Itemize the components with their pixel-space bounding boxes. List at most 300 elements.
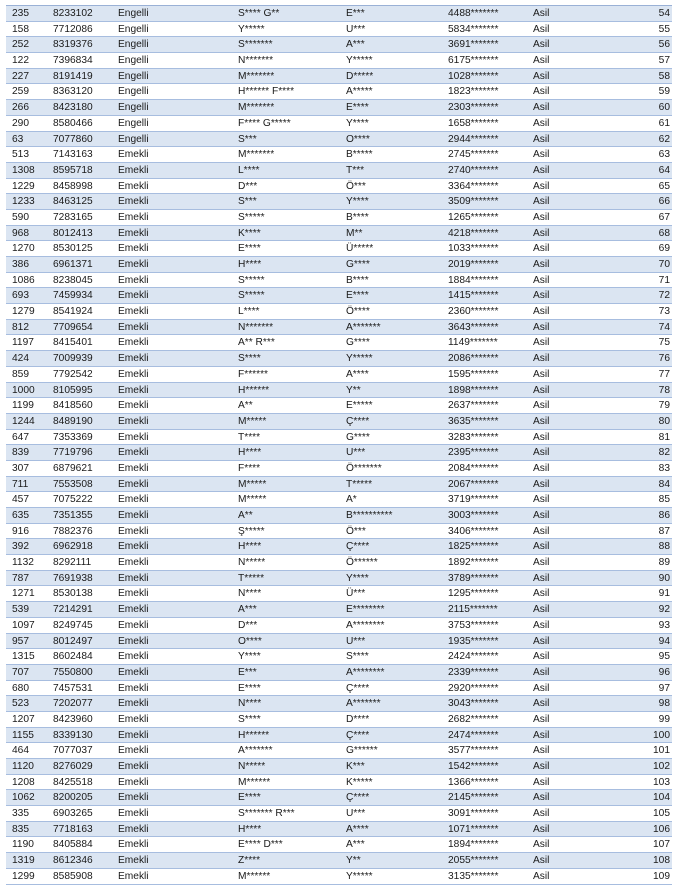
row-id-cell: 839: [12, 447, 29, 459]
row-id-cell: 63: [12, 133, 24, 145]
rank-cell: 70: [658, 259, 670, 270]
masked-id-number-cell: 1295*******: [448, 588, 499, 600]
category-cell: Emekli: [118, 180, 149, 192]
table-row: [6, 226, 672, 242]
row-id-cell: 1208: [12, 776, 35, 788]
masked-name-cell: S***: [238, 133, 257, 145]
rank-cell: 73: [658, 306, 670, 318]
masked-surname-cell: Ö******: [346, 557, 378, 569]
row-id-cell: 1271: [12, 588, 35, 600]
application-number-cell: 8363120: [53, 86, 93, 98]
row-id-cell: 1062: [12, 792, 35, 804]
masked-id-number-cell: 2745*******: [448, 149, 499, 161]
masked-name-cell: M******: [238, 776, 271, 788]
rank-cell: 60: [658, 102, 670, 114]
row-id-cell: 711: [12, 478, 29, 490]
application-number-cell: 8530138: [53, 588, 93, 600]
category-cell: Emekli: [118, 776, 149, 788]
status-cell: Asil: [533, 510, 550, 521]
masked-name-cell: L****: [238, 164, 260, 176]
row-id-cell: 290: [12, 117, 29, 129]
application-number-cell: 8415401: [53, 337, 93, 349]
application-number-cell: 8418560: [53, 400, 93, 412]
rank-cell: 55: [658, 23, 670, 35]
status-cell: Asil: [533, 651, 550, 663]
rank-cell: 99: [658, 713, 670, 725]
application-number-cell: 6961371: [53, 259, 93, 270]
table-row: [6, 524, 672, 540]
category-cell: Emekli: [118, 541, 149, 553]
application-number-cell: 8012413: [53, 227, 93, 239]
masked-surname-cell: G****: [346, 259, 370, 270]
application-number-cell: 8541924: [53, 306, 93, 318]
masked-name-cell: N****: [238, 698, 262, 710]
row-id-cell: 835: [12, 823, 29, 835]
masked-name-cell: F****: [238, 462, 261, 474]
status-cell: Asil: [533, 462, 550, 474]
status-cell: Asil: [533, 698, 550, 710]
masked-name-cell: E****: [238, 792, 261, 804]
masked-name-cell: O****: [238, 635, 262, 647]
application-number-cell: 8191419: [53, 70, 93, 82]
row-id-cell: 424: [12, 353, 29, 365]
row-id-cell: 1315: [12, 651, 35, 663]
rank-cell: 59: [658, 86, 670, 98]
masked-id-number-cell: 2145*******: [448, 792, 499, 804]
masked-surname-cell: K*****: [346, 776, 373, 788]
table-row: [6, 194, 672, 210]
application-number-cell: 8238045: [53, 274, 93, 286]
table-row: [6, 555, 672, 571]
category-cell: Emekli: [118, 713, 149, 725]
table-row: [6, 728, 672, 744]
table-row: [6, 430, 672, 446]
status-cell: Asil: [533, 808, 550, 820]
masked-surname-cell: U***: [346, 23, 366, 35]
status-cell: Asil: [533, 70, 550, 82]
status-cell: Asil: [533, 337, 550, 349]
row-id-cell: 392: [12, 541, 29, 553]
status-cell: Asil: [533, 368, 550, 380]
row-id-cell: 235: [12, 8, 29, 19]
masked-name-cell: E**** D***: [238, 839, 283, 851]
status-cell: Asil: [533, 525, 550, 537]
masked-id-number-cell: 2115*******: [448, 604, 498, 616]
row-id-cell: 457: [12, 494, 29, 506]
application-number-cell: 8530125: [53, 243, 93, 255]
category-cell: Emekli: [118, 698, 149, 710]
masked-id-number-cell: 2360*******: [448, 306, 499, 318]
rank-cell: 102: [653, 761, 670, 772]
application-number-cell: 7459934: [53, 290, 93, 302]
rank-cell: 65: [658, 180, 670, 192]
table-row: [6, 477, 672, 493]
masked-surname-cell: Ü***: [346, 588, 366, 600]
masked-id-number-cell: 2944*******: [448, 133, 499, 145]
rank-cell: 107: [653, 839, 670, 851]
masked-name-cell: T*****: [238, 572, 265, 584]
status-cell: Asil: [533, 572, 550, 584]
status-cell: Asil: [533, 541, 550, 553]
masked-surname-cell: Y****: [346, 572, 369, 584]
table-row: [6, 37, 672, 53]
category-cell: Emekli: [118, 353, 149, 365]
rank-cell: 93: [658, 619, 670, 631]
category-cell: Engelli: [118, 39, 149, 51]
results-table: [6, 5, 672, 885]
row-id-cell: 812: [12, 321, 29, 333]
rank-cell: 56: [658, 39, 670, 51]
rank-cell: 80: [658, 415, 670, 427]
rank-cell: 57: [658, 55, 670, 67]
table-row: [6, 571, 672, 587]
table-row: [6, 147, 672, 163]
row-id-cell: 968: [12, 227, 29, 239]
rank-cell: 79: [658, 400, 670, 412]
row-id-cell: 523: [12, 698, 29, 710]
masked-name-cell: M*******: [238, 102, 275, 114]
status-cell: Asil: [533, 839, 550, 851]
application-number-cell: 8458998: [53, 180, 93, 192]
masked-id-number-cell: 3789*******: [448, 572, 499, 584]
masked-id-number-cell: 3003*******: [448, 510, 499, 521]
masked-id-number-cell: 1028*******: [448, 70, 499, 82]
table-row: [6, 320, 672, 336]
application-number-cell: 7718163: [53, 823, 93, 835]
rank-cell: 88: [658, 541, 670, 553]
row-id-cell: 1233: [12, 196, 35, 208]
application-number-cell: 8276029: [53, 761, 93, 772]
application-number-cell: 8463125: [53, 196, 93, 208]
masked-surname-cell: S****: [346, 651, 369, 663]
masked-surname-cell: Ö***: [346, 525, 366, 537]
table-row: [6, 775, 672, 791]
masked-id-number-cell: 1542*******: [448, 761, 499, 772]
rank-cell: 54: [658, 8, 670, 19]
category-cell: Emekli: [118, 259, 149, 270]
masked-id-number-cell: 3406*******: [448, 525, 499, 537]
masked-id-number-cell: 1825*******: [448, 541, 499, 553]
masked-surname-cell: E********: [346, 604, 385, 616]
row-id-cell: 787: [12, 572, 29, 584]
rank-cell: 98: [658, 698, 670, 710]
masked-surname-cell: A***: [346, 839, 365, 851]
status-cell: Asil: [533, 23, 550, 35]
masked-name-cell: H****: [238, 447, 262, 459]
masked-name-cell: S**** G**: [238, 8, 280, 19]
masked-surname-cell: Y*****: [346, 55, 373, 67]
status-cell: Asil: [533, 682, 550, 694]
masked-id-number-cell: 3719*******: [448, 494, 499, 506]
application-number-cell: 8339130: [53, 729, 93, 741]
masked-surname-cell: U***: [346, 808, 366, 820]
application-number-cell: 7709654: [53, 321, 93, 333]
row-id-cell: 464: [12, 745, 29, 757]
masked-surname-cell: A*******: [346, 321, 381, 333]
table-row: [6, 649, 672, 665]
rank-cell: 66: [658, 196, 670, 208]
masked-name-cell: Y****: [238, 651, 261, 663]
application-number-cell: 7143163: [53, 149, 93, 161]
row-id-cell: 1190: [12, 839, 34, 851]
masked-surname-cell: Y****: [346, 117, 369, 129]
rank-cell: 72: [658, 290, 670, 302]
application-number-cell: 8423960: [53, 713, 93, 725]
masked-name-cell: M******: [238, 870, 271, 882]
category-cell: Engelli: [118, 55, 149, 67]
masked-id-number-cell: 1884*******: [448, 274, 499, 286]
category-cell: Emekli: [118, 745, 149, 757]
category-cell: Emekli: [118, 274, 149, 286]
category-cell: Emekli: [118, 557, 149, 569]
row-id-cell: 158: [12, 23, 29, 35]
status-cell: Asil: [533, 619, 550, 631]
table-row: [6, 210, 672, 226]
application-number-cell: 7009939: [53, 353, 93, 365]
status-cell: Asil: [533, 133, 550, 145]
status-cell: Asil: [533, 792, 550, 804]
masked-id-number-cell: 3509*******: [448, 196, 499, 208]
table-row: [6, 602, 672, 618]
masked-name-cell: N****: [238, 588, 262, 600]
rank-cell: 105: [653, 808, 670, 820]
masked-surname-cell: T***: [346, 164, 365, 176]
masked-surname-cell: E***: [346, 8, 365, 19]
status-cell: Asil: [533, 776, 550, 788]
category-cell: Emekli: [118, 447, 149, 459]
status-cell: Asil: [533, 400, 550, 412]
table-row: [6, 712, 672, 728]
category-cell: Engelli: [118, 23, 149, 35]
masked-surname-cell: A****: [346, 823, 369, 835]
row-id-cell: 1086: [12, 274, 35, 286]
masked-surname-cell: A*****: [346, 86, 373, 98]
row-id-cell: 1244: [12, 415, 35, 427]
table-row: [6, 22, 672, 38]
masked-id-number-cell: 2474*******: [448, 729, 499, 741]
status-cell: Asil: [533, 353, 550, 365]
masked-surname-cell: Y*****: [346, 353, 373, 365]
row-id-cell: 693: [12, 290, 29, 302]
masked-id-number-cell: 1415*******: [448, 290, 499, 302]
category-cell: Emekli: [118, 619, 149, 631]
masked-id-number-cell: 3643*******: [448, 321, 499, 333]
masked-id-number-cell: 2303*******: [448, 102, 499, 114]
rank-cell: 67: [658, 211, 670, 223]
row-id-cell: 1270: [12, 243, 35, 255]
application-number-cell: 8319376: [53, 39, 93, 51]
masked-id-number-cell: 1898*******: [448, 384, 499, 396]
application-number-cell: 8012497: [53, 635, 93, 647]
masked-name-cell: F**** G*****: [238, 117, 291, 129]
rank-cell: 82: [658, 447, 670, 459]
status-cell: Asil: [533, 117, 550, 129]
category-cell: Engelli: [118, 133, 149, 145]
masked-id-number-cell: 3364*******: [448, 180, 499, 192]
category-cell: Emekli: [118, 149, 149, 161]
table-row: [6, 586, 672, 602]
masked-name-cell: Ş*****: [238, 525, 265, 537]
category-cell: Emekli: [118, 729, 149, 741]
application-number-cell: 7719796: [53, 447, 93, 459]
row-id-cell: 539: [12, 604, 29, 616]
masked-id-number-cell: 2019*******: [448, 259, 499, 270]
status-cell: Asil: [533, 713, 550, 725]
masked-id-number-cell: 2055*******: [448, 855, 499, 867]
category-cell: Emekli: [118, 635, 149, 647]
application-number-cell: 7457531: [53, 682, 93, 694]
row-id-cell: 647: [12, 431, 29, 443]
masked-surname-cell: Y*****: [346, 870, 373, 882]
masked-name-cell: A***: [238, 604, 257, 616]
masked-name-cell: H******: [238, 384, 270, 396]
masked-name-cell: D***: [238, 619, 258, 631]
masked-name-cell: E***: [238, 666, 257, 678]
rank-cell: 68: [658, 227, 670, 239]
masked-id-number-cell: 3753*******: [448, 619, 499, 631]
table-row: [6, 665, 672, 681]
masked-surname-cell: G****: [346, 337, 370, 349]
row-id-cell: 1308: [12, 164, 35, 176]
masked-surname-cell: E****: [346, 102, 369, 114]
status-cell: Asil: [533, 870, 550, 882]
row-id-cell: 1319: [12, 855, 35, 867]
table-row: [6, 743, 672, 759]
masked-name-cell: L****: [238, 306, 260, 318]
masked-name-cell: H****** F****: [238, 86, 295, 98]
status-cell: Asil: [533, 149, 550, 161]
table-row: [6, 681, 672, 697]
row-id-cell: 513: [12, 149, 29, 161]
masked-surname-cell: Ç****: [346, 415, 370, 427]
table-row: [6, 806, 672, 822]
masked-name-cell: S****: [238, 713, 261, 725]
category-cell: Emekli: [118, 651, 149, 663]
status-cell: Asil: [533, 761, 550, 772]
masked-id-number-cell: 4488*******: [448, 8, 499, 19]
table-row: [6, 335, 672, 351]
status-cell: Asil: [533, 180, 550, 192]
category-cell: Emekli: [118, 604, 149, 616]
masked-surname-cell: Y**: [346, 855, 361, 867]
table-row: [6, 414, 672, 430]
application-number-cell: 8612346: [53, 855, 93, 867]
masked-id-number-cell: 3577*******: [448, 745, 499, 757]
masked-surname-cell: A*: [346, 494, 357, 506]
table-row: [6, 241, 672, 257]
status-cell: Asil: [533, 39, 550, 51]
category-cell: Emekli: [118, 462, 149, 474]
category-cell: Emekli: [118, 761, 149, 772]
table-row: [6, 383, 672, 399]
status-cell: Asil: [533, 243, 550, 255]
row-id-cell: 916: [12, 525, 29, 537]
rank-cell: 100: [653, 729, 670, 741]
rank-cell: 101: [653, 745, 670, 757]
masked-name-cell: H****: [238, 541, 262, 553]
masked-name-cell: Y*****: [238, 23, 265, 35]
table-row: [6, 634, 672, 650]
application-number-cell: 7553508: [53, 478, 93, 490]
application-number-cell: 8292111: [53, 557, 92, 569]
category-cell: Emekli: [118, 525, 149, 537]
rank-cell: 103: [653, 776, 670, 788]
rank-cell: 83: [658, 462, 670, 474]
status-cell: Asil: [533, 55, 550, 67]
status-cell: Asil: [533, 823, 550, 835]
masked-id-number-cell: 2395*******: [448, 447, 499, 459]
table-row: [6, 398, 672, 414]
masked-surname-cell: B****: [346, 211, 369, 223]
application-number-cell: 7353369: [53, 431, 93, 443]
category-cell: Engelli: [118, 8, 149, 19]
status-cell: Asil: [533, 431, 550, 443]
row-id-cell: 957: [12, 635, 29, 647]
application-number-cell: 6879621: [53, 462, 93, 474]
rank-cell: 75: [658, 337, 670, 349]
application-number-cell: 8489190: [53, 415, 93, 427]
status-cell: Asil: [533, 635, 550, 647]
table-row: [6, 853, 672, 869]
table-row: [6, 869, 672, 885]
category-cell: Emekli: [118, 306, 149, 318]
masked-id-number-cell: 2084*******: [448, 462, 499, 474]
masked-id-number-cell: 2920*******: [448, 682, 499, 694]
masked-name-cell: E****: [238, 682, 261, 694]
rank-cell: 94: [658, 635, 670, 647]
application-number-cell: 7792542: [53, 368, 93, 380]
status-cell: Asil: [533, 306, 550, 318]
masked-name-cell: N*******: [238, 321, 274, 333]
masked-id-number-cell: 2086*******: [448, 353, 499, 365]
row-id-cell: 1229: [12, 180, 35, 192]
table-row: [6, 69, 672, 85]
masked-name-cell: H******: [238, 729, 270, 741]
status-cell: Asil: [533, 321, 550, 333]
table-row: [6, 367, 672, 383]
row-id-cell: 227: [12, 70, 29, 82]
table-row: [6, 618, 672, 634]
row-id-cell: 252: [12, 39, 29, 51]
row-id-cell: 1199: [12, 400, 34, 412]
masked-id-number-cell: 3135*******: [448, 870, 499, 882]
category-cell: Emekli: [118, 855, 149, 867]
category-cell: Emekli: [118, 321, 149, 333]
category-cell: Emekli: [118, 290, 149, 302]
masked-name-cell: S******* R***: [238, 808, 295, 820]
masked-name-cell: H****: [238, 823, 262, 835]
category-cell: Engelli: [118, 102, 149, 114]
masked-name-cell: S*****: [238, 211, 265, 223]
masked-surname-cell: U***: [346, 447, 366, 459]
masked-id-number-cell: 3043*******: [448, 698, 499, 710]
category-cell: Emekli: [118, 823, 149, 835]
category-cell: Emekli: [118, 478, 149, 490]
row-id-cell: 335: [12, 808, 29, 820]
masked-id-number-cell: 1149*******: [448, 337, 498, 349]
masked-name-cell: N*******: [238, 55, 274, 67]
status-cell: Asil: [533, 588, 550, 600]
table-row: [6, 539, 672, 555]
masked-id-number-cell: 3635*******: [448, 415, 499, 427]
masked-name-cell: H****: [238, 259, 262, 270]
category-cell: Emekli: [118, 666, 149, 678]
status-cell: Asil: [533, 290, 550, 302]
row-id-cell: 1197: [12, 337, 34, 349]
table-row: [6, 822, 672, 838]
rank-cell: 90: [658, 572, 670, 584]
masked-id-number-cell: 5834*******: [448, 23, 499, 35]
